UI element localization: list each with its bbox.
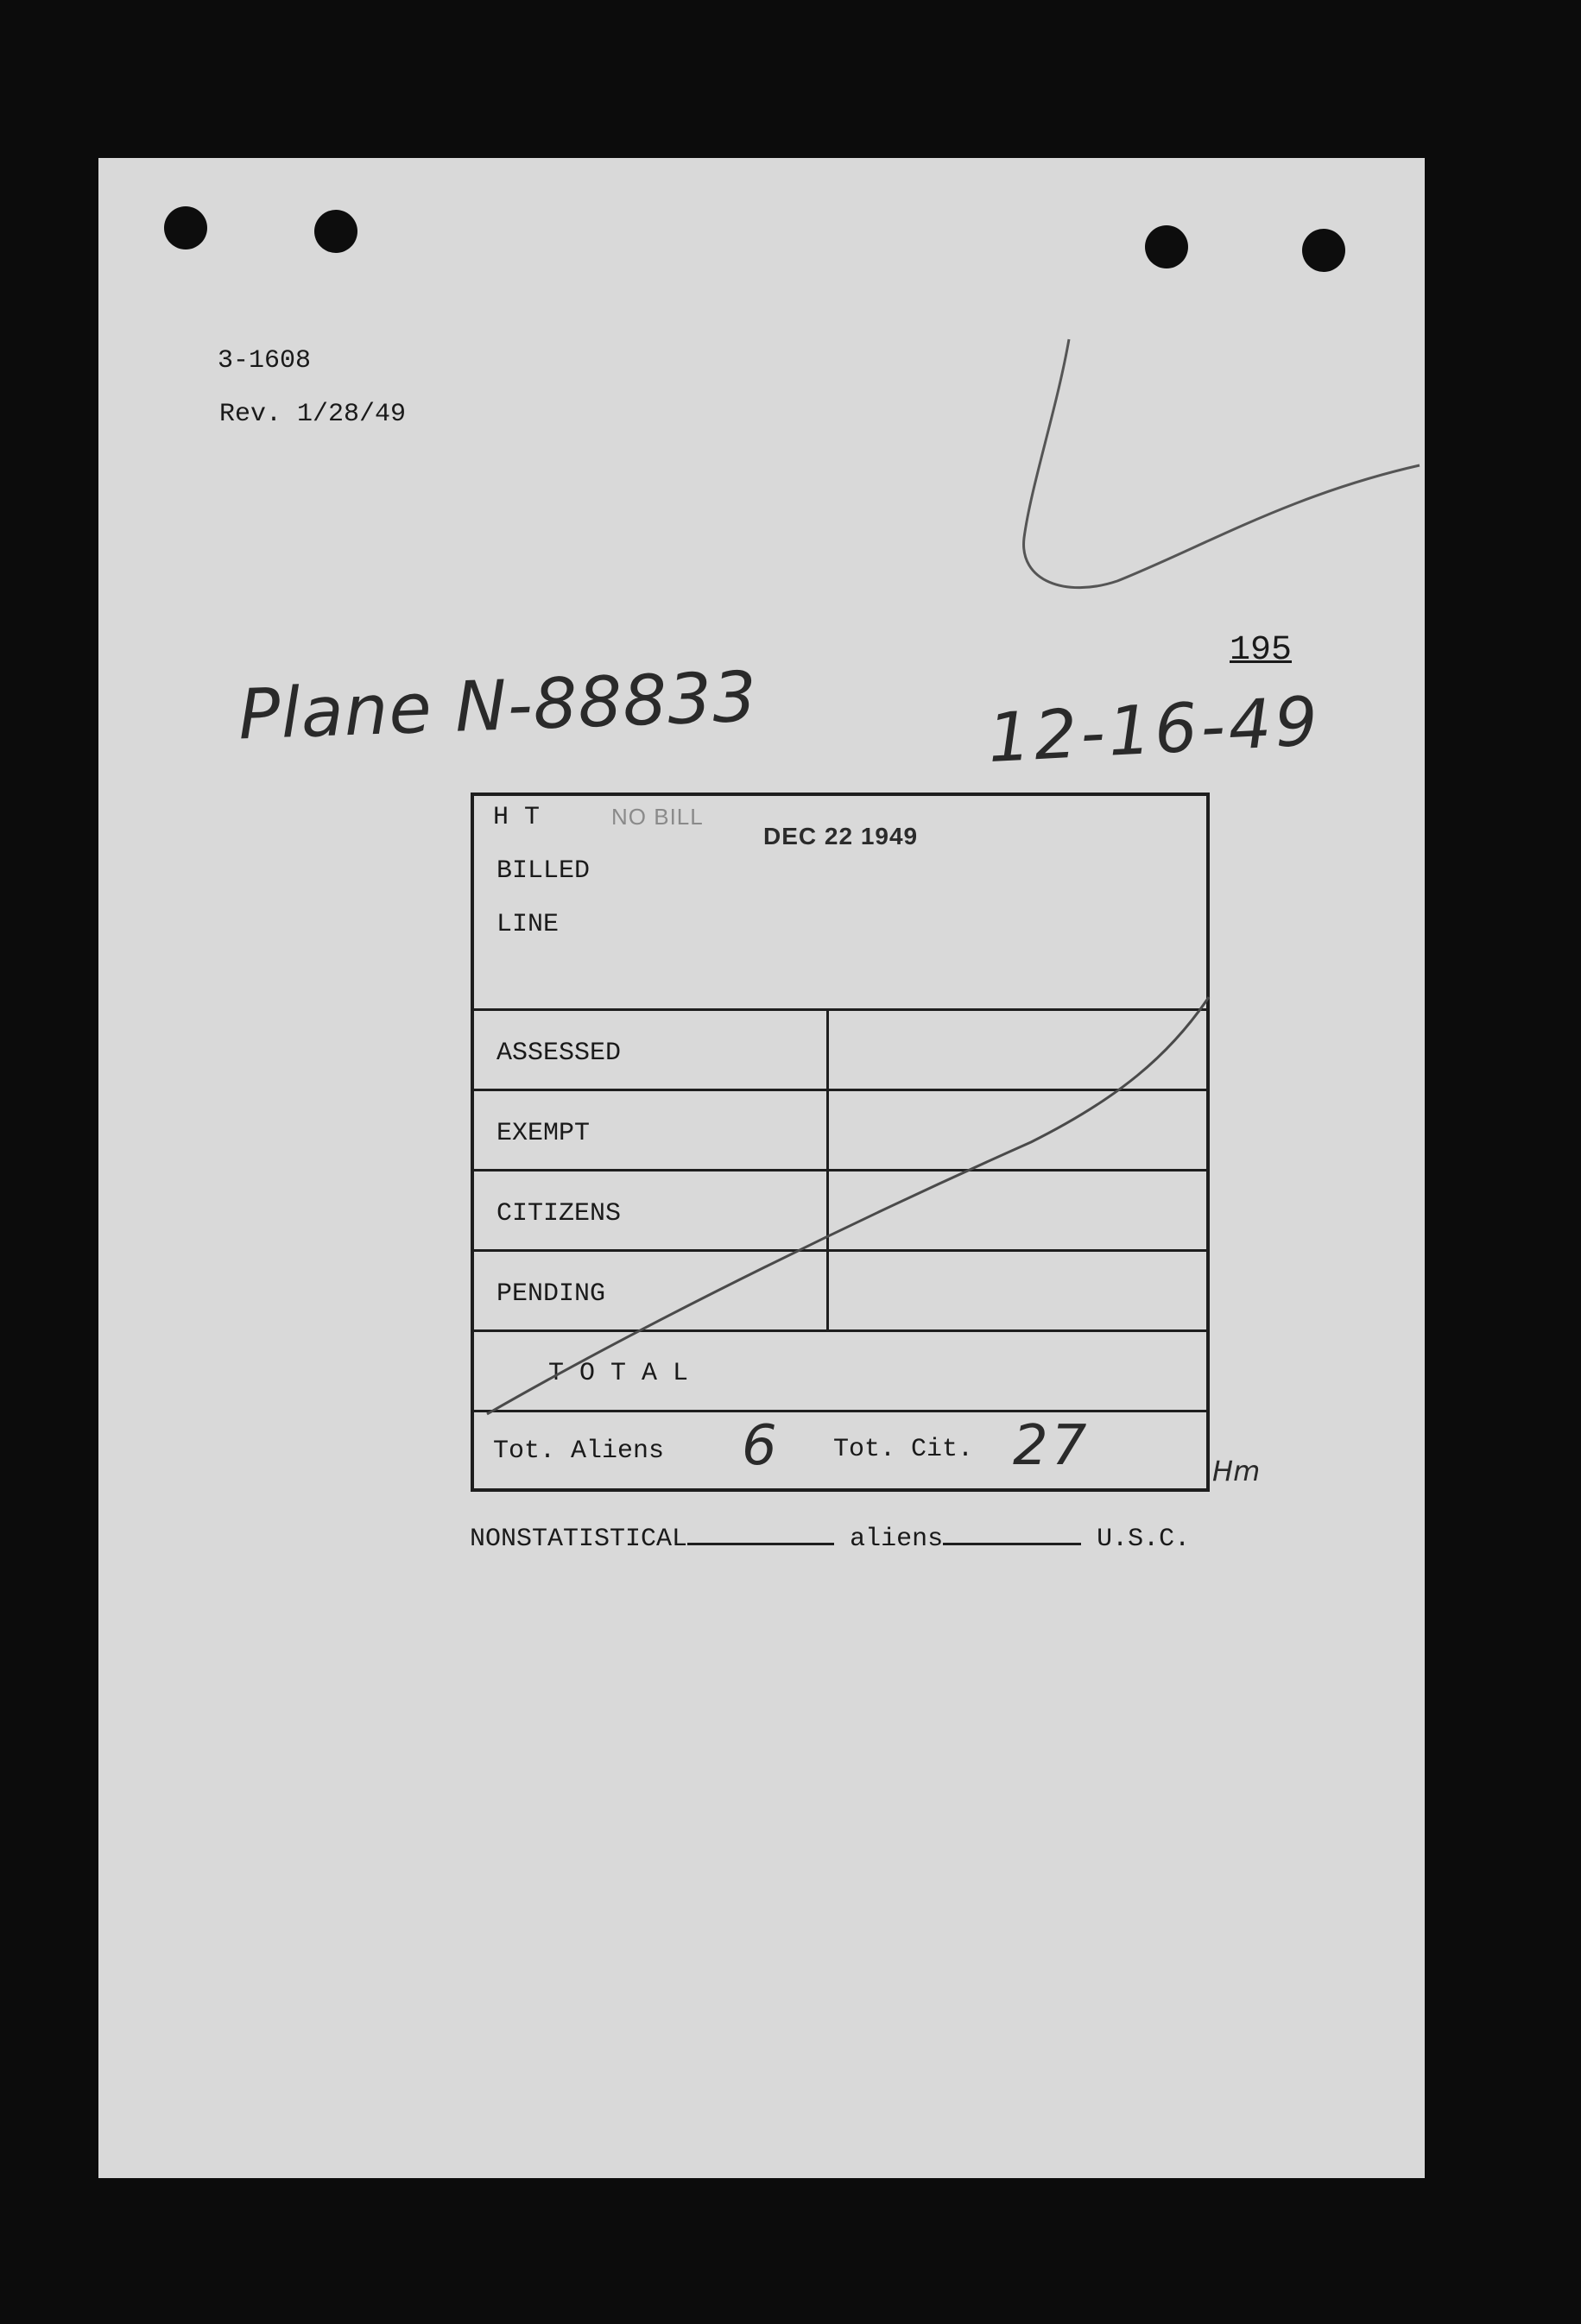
tot-cit-value: 27: [1013, 1414, 1091, 1478]
row-pending: PENDING: [496, 1279, 606, 1309]
date-stamp: DEC 22 1949: [763, 823, 919, 849]
header-ht: H T: [493, 803, 541, 832]
tot-aliens-label: Tot. Aliens: [493, 1437, 665, 1466]
form-revision: Rev. 1/28/49: [219, 400, 407, 429]
check-mark: [1024, 339, 1420, 588]
page-number: 195: [1230, 631, 1293, 670]
usc-label: U.S.C.: [1097, 1525, 1191, 1554]
handwritten-date: 12-16-49: [985, 682, 1324, 779]
no-bill-stamp: NO BILL: [611, 804, 704, 830]
tot-aliens-value: 6: [742, 1414, 777, 1478]
aliens-label: aliens: [850, 1525, 944, 1554]
pencil-marks: [98, 158, 1425, 2178]
header-line: LINE: [496, 910, 560, 939]
cancel-stroke: [487, 997, 1209, 1414]
handwritten-plane: Plane N-88833: [237, 656, 759, 755]
row-citizens: CITIZENS: [496, 1199, 622, 1228]
header-billed: BILLED: [496, 856, 591, 886]
form-sheet: [98, 158, 1425, 2178]
handwritten-initials: Hm: [1212, 1455, 1261, 1487]
total-label: T O T A L: [548, 1359, 689, 1388]
row-assessed: ASSESSED: [496, 1039, 622, 1068]
row-exempt: EXEMPT: [496, 1119, 591, 1148]
nonstatistical-label: NONSTATISTICAL: [470, 1525, 688, 1554]
form-number: 3-1608: [218, 346, 312, 376]
tot-cit-label: Tot. Cit.: [833, 1435, 974, 1464]
